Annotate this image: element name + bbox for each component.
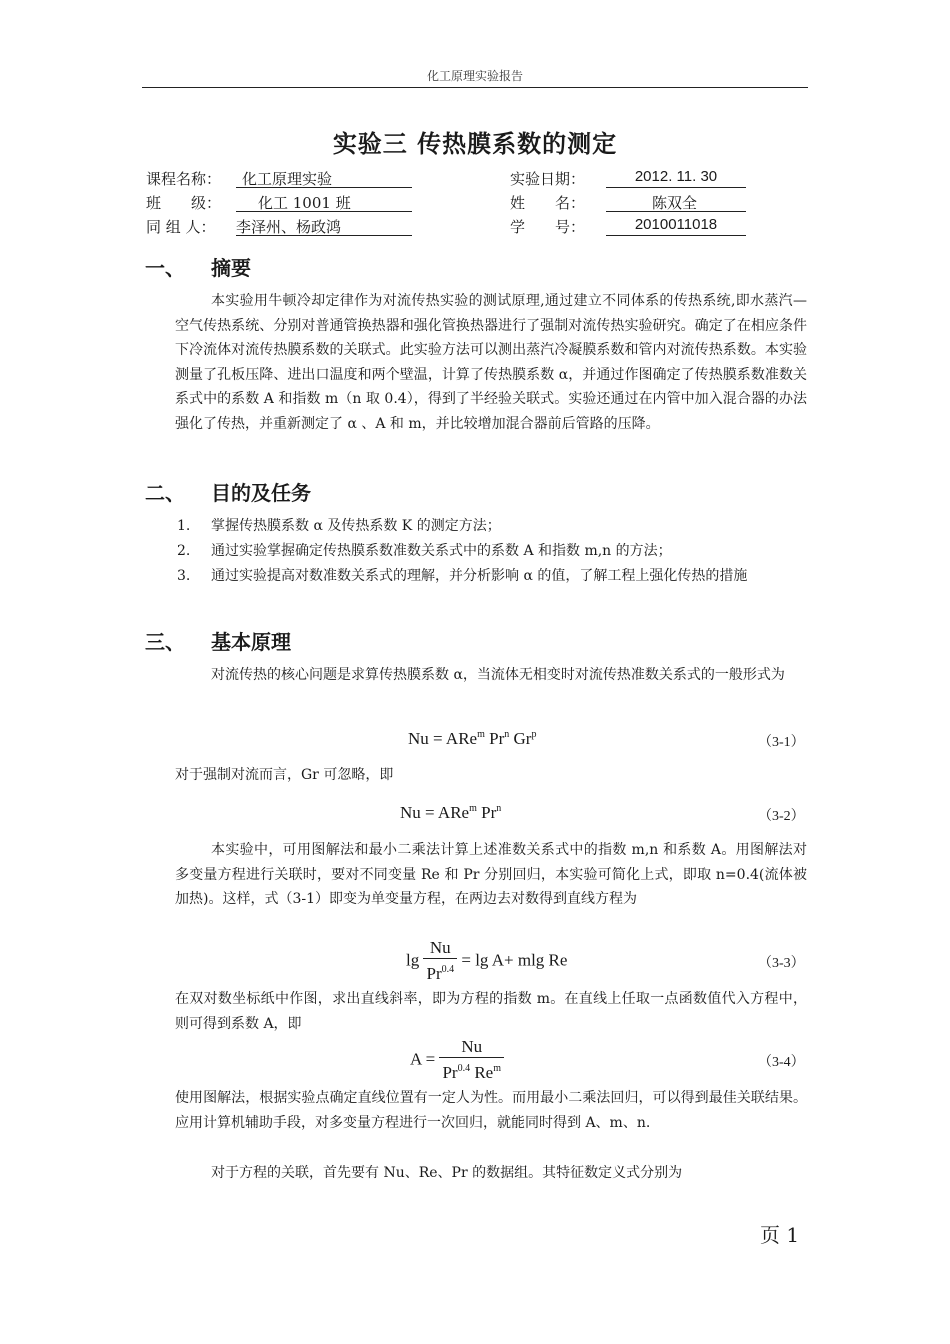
- abstract-paragraph: 本实验用牛顿冷却定律作为对流传热实验的测试原理,通过建立不同体系的传热系统,即水蒸汽—空气传热系统、分别对普通管换热器和强化管换热器进行了强制对流传热实验研究。确定了在相应条件下冷流体对流传热膜系数的关联式。此实验方法可以测出蒸汽冷凝膜系数和管内对流传热系数。本实验测量了孔板压降、进出口温度和两个壁温，计算了传热膜系数 α，并通过作图确定了传热膜系数准数关系式中的系数 A 和指数 m（n 取 0.4），得到了半经验关联式。实验还通过在内管中加入混合器的办法强化了传热，并重新测定了 α 、A 和 m，并比较增加混合器前后管路的压降。: [175, 293, 807, 432]
- principle-paragraph-4: 在双对数坐标纸中作图，求出直线斜率，即为方程的指数 m。在直线上任取一点函数值代入方程中，则可得到系数 A，即: [175, 991, 807, 1032]
- equation-number: （3-3）: [758, 956, 805, 971]
- list-text: 通过实验掌握确定传热膜系数准数关系式中的系数 A 和指数 m,n 的方法；: [211, 543, 672, 559]
- date-label: 实验日期：: [510, 170, 586, 188]
- course-label: 课程名称：: [146, 170, 222, 188]
- principle-paragraph-5: 使用图解法，根据实验点确定直线位置有一定人为性。而用最小二乘法回归，可以得到最佳关联结果。应用计算机辅助手段，对多变量方程进行一次回归，就能同时得到 A、m、n.: [175, 1090, 807, 1131]
- list-item: [175, 539, 807, 564]
- id-label: 学 号：: [510, 218, 586, 236]
- class-label: 班 级：: [146, 194, 222, 212]
- page-number: 页 1: [760, 1223, 800, 1247]
- date-value: 2012. 11. 30: [606, 168, 746, 188]
- name-value: 陈双全: [606, 192, 746, 212]
- list-text: 掌握传热膜系数 α 及传热系数 K 的测定方法；: [211, 518, 501, 534]
- section-number: 三、: [145, 630, 185, 654]
- section-heading-objectives: [145, 477, 311, 506]
- formula-3-2: [400, 803, 501, 823]
- formula-text: Re: [470, 1063, 494, 1082]
- exponent-n: n: [504, 729, 510, 740]
- formula-text: Pr: [426, 964, 442, 983]
- exponent-p: p: [531, 729, 537, 740]
- section-number: 二、: [145, 481, 185, 505]
- section-title: 摘要: [211, 256, 251, 280]
- principle-paragraph-1: 对流传热的核心问题是求算传热膜系数 α，当流体无相变时对流传热准数关系式的一般形式为: [211, 667, 785, 683]
- section-heading-abstract: [145, 252, 251, 281]
- principle-paragraph-6: 对于方程的关联，首先要有 Nu、Re、Pr 的数据组。其特征数定义式分别为: [211, 1165, 683, 1181]
- section-title: 目的及任务: [211, 481, 311, 505]
- info-row-1: [0, 168, 950, 192]
- formula-text: = lg A+ mlg Re: [461, 950, 568, 970]
- fraction-numerator: Nu: [439, 1037, 504, 1058]
- formula-3-4: [410, 1037, 504, 1084]
- equation-number: （3-1）: [758, 735, 805, 750]
- group-label: 同 组 人：: [146, 218, 216, 236]
- section-number: 一、: [145, 256, 185, 280]
- course-value: 化工原理实验: [236, 168, 412, 188]
- section-title: 基本原理: [211, 630, 291, 654]
- class-value: 化工 1001 班: [236, 192, 412, 212]
- fraction-denominator: [439, 1058, 504, 1084]
- principle-paragraph-2: 对于强制对流而言，Gr 可忽略，即: [175, 767, 394, 783]
- list-number: 2.: [177, 543, 191, 559]
- list-number: 3.: [177, 568, 191, 584]
- formula-text: Nu = ARe: [400, 803, 470, 822]
- principle-paragraph-3: 本实验中，可用图解法和最小二乘法计算上述准数关系式中的指数 m,n 和系数 A。用图解法对多变量方程进行关联时，要对不同变量 Re 和 Pr 分别回归，本实验可简化上式，即取 n=0.4(流体被加热)。这样，式（3-1）即变为单变量方程，在两边去对数得到直线方程为: [175, 842, 807, 907]
- exponent-m: m: [469, 803, 477, 814]
- formula-3-3: [406, 938, 567, 985]
- formula-text: Pr: [442, 1063, 458, 1082]
- fraction: [423, 938, 457, 985]
- header-divider: [142, 87, 808, 88]
- list-number: 1.: [177, 518, 191, 534]
- fraction: [439, 1037, 504, 1084]
- group-value: 李泽州、杨政鸿: [236, 216, 412, 236]
- document-title: 实验三 传热膜系数的测定: [332, 129, 618, 158]
- fraction-numerator: Nu: [423, 938, 457, 959]
- info-row-2: [0, 192, 950, 216]
- list-item: [175, 564, 807, 614]
- exponent: 0.4: [457, 1063, 471, 1074]
- formula-text: Pr: [476, 803, 497, 822]
- equation-number: （3-4）: [758, 1055, 805, 1070]
- exponent: 0.4: [441, 964, 455, 975]
- section-heading-principle: [145, 626, 291, 655]
- equation-number: （3-2）: [758, 809, 805, 824]
- formula-text: Gr: [509, 729, 532, 748]
- name-label: 姓 名：: [510, 194, 586, 212]
- info-row-3: [0, 216, 950, 240]
- list-text: 通过实验提高对数准数关系式的理解，并分析影响 α 的值，了解工程上强化传热的措施: [211, 568, 748, 584]
- exponent-m: m: [477, 729, 485, 740]
- fraction-denominator: [423, 959, 457, 985]
- id-value: 2010011018: [606, 216, 746, 236]
- exponent-n: n: [496, 803, 502, 814]
- formula-text: A =: [410, 1049, 436, 1069]
- list-item: [175, 514, 807, 539]
- formula-text: Nu = ARe: [408, 729, 478, 748]
- header-title: 化工原理实验报告: [426, 69, 523, 83]
- formula-3-1: [408, 729, 536, 749]
- formula-text: Pr: [484, 729, 505, 748]
- formula-text: lg: [406, 950, 420, 970]
- exponent: m: [493, 1063, 501, 1074]
